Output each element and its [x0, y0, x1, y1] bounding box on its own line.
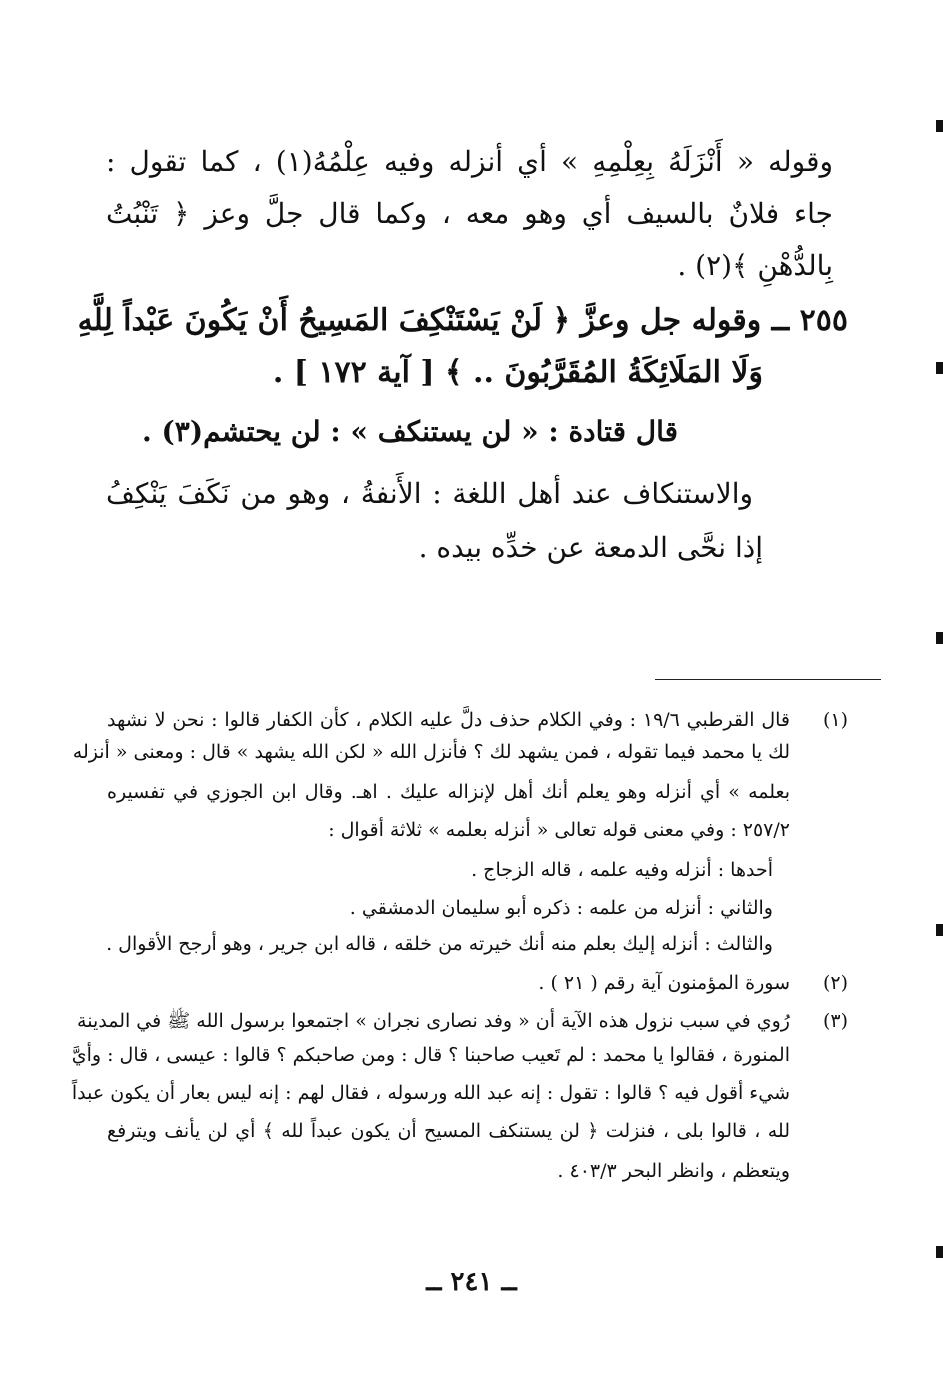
main-line: وقوله « أَنْزَلَهُ بِعِلْمِهِ » أي أنزله وفيه عِلْمُهُ(١) ، كما تقول :: [106, 145, 833, 178]
footnote-line: والثالث : أنزله إليك بعلم منه أنك خيرته من خلقه ، قاله ابن جرير ، وهو أرجح الأقوال .: [106, 933, 773, 955]
footnote-marker: (٣): [822, 1010, 848, 1032]
footnote-line: رُوي في سبب نزول هذه الآية أن « وفد نصارى نجران » اجتمعوا برسول الله ﷺ في المدينة: [77, 1010, 790, 1032]
footnote-line: سورة المؤمنون آية رقم ( ٢١ ) .: [538, 972, 790, 994]
qatada-line: قال قتادة : « لن يستنكف » : لن يحتشم(٣) .: [142, 415, 678, 448]
footnote-line: المنورة ، فقالوا يا محمد : لم تَعيب صاحبنا ؟ قال : ومن صاحبكم ؟ قالوا : عيسى ، قال : وأيَّ: [71, 1044, 790, 1066]
footnote-line: لله ، قالوا بلى ، فنزلت ﴿ لن يستنكف المسيح أن يكون عبداً لله ﴾ أي لن يأنف ويترفع: [107, 1120, 790, 1142]
main-line: بِالدُّهْنِ ﴾(٢) .: [677, 249, 833, 282]
verse-heading: وَلَا المَلَائِكَةُ المُقَرَّبُونَ .. ﴾ [ آية ١٧٢ ] .: [272, 355, 763, 390]
scan-edge-mark: [936, 120, 943, 132]
footnote-line: والثاني : أنزله من علمه : ذكره أبو سليمان الدمشقي .: [349, 897, 773, 919]
page-number: ــ ٢٤١ ــ: [426, 1267, 517, 1297]
footnote-line: قال القرطبي ١٩/٦ : وفي الكلام حذف دلَّ عليه الكلام ، كأن الكفار قالوا : نحن لا نشهد: [107, 709, 790, 731]
footnote-line: ٢٥٧/٢ : وفي معنى قوله تعالى « أنزله بعلمه » ثلاثة أقوال :: [328, 819, 790, 841]
footnote-separator: [655, 679, 881, 680]
main-line: جاء فلانٌ بالسيف أي وهو معه ، وكما قال جلَّ وعز ﴿ تَنْبُتُ: [106, 197, 833, 230]
footnote-line: شيء أقول فيه ؟ قالوا : تقول : إنه عبد الله ورسوله ، فقال لهم : إنه ليس بعار أن يكون عبداً: [71, 1082, 790, 1104]
footnote-line: ويتعظم ، وانظر البحر ٤٠٣/٣ .: [557, 1160, 790, 1182]
footnote-line: لك يا محمد فيما تقوله ، فمن يشهد لك ؟ فأنزل الله « لكن الله يشهد » قال : ومعنى « أنزله: [72, 741, 790, 763]
scan-edge-mark: [936, 362, 943, 374]
scan-edge-mark: [936, 632, 943, 644]
footnote-marker: (١): [822, 709, 848, 731]
footnote-line: أحدها : أنزله وفيه علمه ، قاله الزجاج .: [471, 859, 773, 881]
main-line: إذا نحَّى الدمعة عن خدِّه بيده .: [418, 531, 763, 564]
verse-heading: ٢٥٥ ــ وقوله جل وعزَّ ﴿ لَنْ يَسْتَنْكِفَ المَسِيحُ أَنْ يَكُونَ عَبْداً لِلَّهِ: [77, 303, 848, 338]
scan-edge-mark: [936, 924, 943, 936]
main-line: والاستنكاف عند أهل اللغة : الأَنفةُ ، وهو من نَكَفَ يَنْكِفُ: [106, 477, 753, 510]
scan-edge-mark: [936, 1246, 943, 1258]
footnote-line: بعلمه » أي أنزله وهو يعلم أنك أهل لإنزاله عليك . اهـ. وقال ابن الجوزي في تفسيره: [107, 781, 790, 803]
footnote-marker: (٢): [822, 972, 848, 994]
